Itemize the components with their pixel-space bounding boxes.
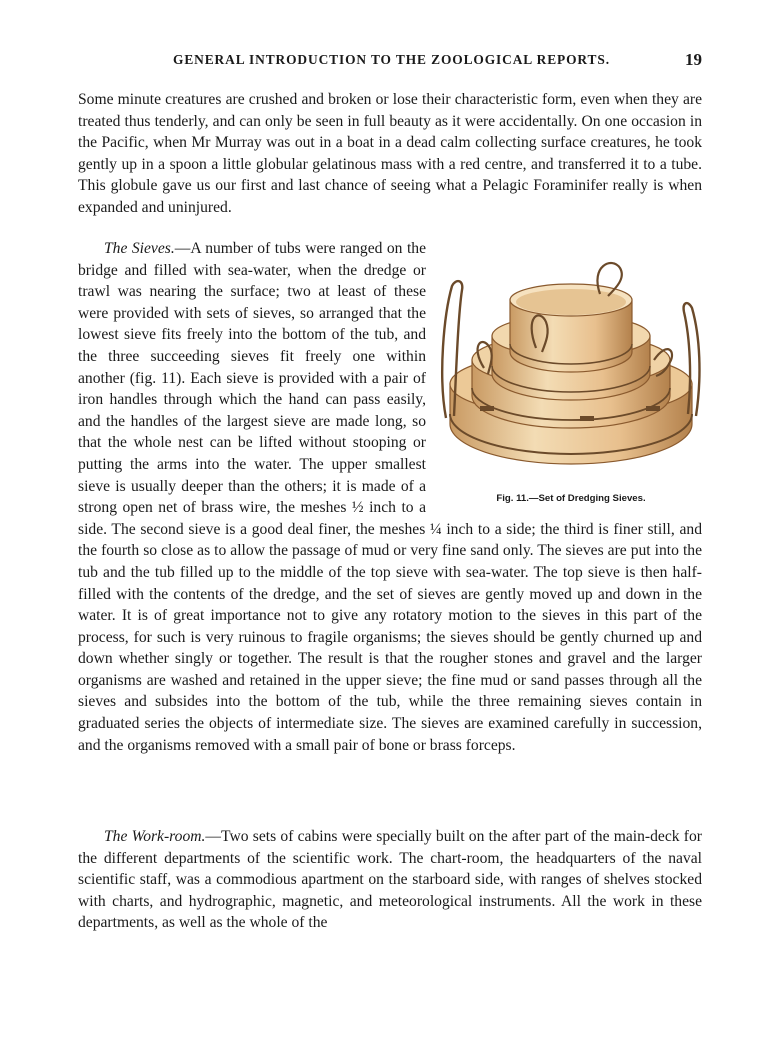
paragraph-sieves bbox=[78, 238, 702, 756]
paragraph-work-room-body: —Two sets of cabins were specially built on the after part of the main-deck for the different departments of the scientific work. The chart-room, the headquarters of the naval scientific staff, was a commodious apartment on the starboard side, with ranges of shelves stocked with charts, and hydrographic, magnetic, and meteorological instruments. All the work in these departments, as well as the whole of the bbox=[78, 828, 702, 932]
paragraph-specimens: Some minute creatures are crushed and broken or lose their characteristic form, even when they are treated thus tenderly, and can only be seen in full beauty as it were accidentally. On one occasion in the Pacific, when Mr Murray was out in a boat in a dead calm collecting surface creatures, he took gently up in a spoon a little globular gelatinous mass with a red centre, and transferred it to a tube. This globule gave us our first and last chance of seeing what a Pelagic Foraminifer really is when expanded and uninjured. bbox=[78, 91, 702, 216]
running-title: GENERAL INTRODUCTION TO THE ZOOLOGICAL REPORTS. bbox=[173, 52, 610, 67]
section-title-work-room: The Work-room. bbox=[104, 828, 206, 845]
page-header bbox=[78, 50, 702, 72]
page-number: 19 bbox=[685, 50, 702, 69]
dredging-sieves-illustration bbox=[440, 256, 702, 488]
section-title-sieves: The Sieves. bbox=[104, 240, 175, 257]
paragraph-work-room bbox=[78, 826, 702, 934]
figure-caption: Fig. 11.—Set of Dredging Sieves. bbox=[496, 493, 646, 504]
paragraph-sieves-body: —A number of tubs were ranged on the bridge and filled with sea-water, when the dredge or trawl was nearing the surface; two at least of these were provided with sets of sieves, so arranged that the lowest sieve fits freely into the bottom of the tub, and the three succeeding sieves fit freely one within another (fig. 11). Each sieve is provided with a pair of iron handles through which the hand can pass easily, and the handles of the largest sieve are made long, so that the whole nest can be lifted without stooping or putting the arms into the water. The upper smallest sieve is usually deeper than the others; it is made of a strong open net of brass wire, the meshes ½ inch to a side. The second sieve is a good deal finer, the meshes ¼ inch to a side; the third is finer still, and the fourth so close as to allow the passage of mud or very fine sand only. The sieves are put into the tub and the tub filled up to the middle of the top sieve with sea-water. The top sieve is then half-filled with the contents of the dredge, and the set of sieves are gently moved up and down in the water. It is of great importance not to give any rotatory motion to the sieves in this part of the process, for such is very ruinous to fragile organisms; the sieves should be gently churned up and down whether singly or together. The result is that the rougher stones and gravel and the larger organisms are washed and retained in the upper sieve; the fine mud or sand passes through all the sieves and subsides into the bottom of the tub, while the three remaining sieves contain in graduated series the objects of intermediate size. The sieves are examined carefully in succession, and the organisms removed with a small pair of bone or brass forceps. bbox=[78, 240, 702, 754]
figure-dredging-sieves bbox=[440, 256, 702, 507]
